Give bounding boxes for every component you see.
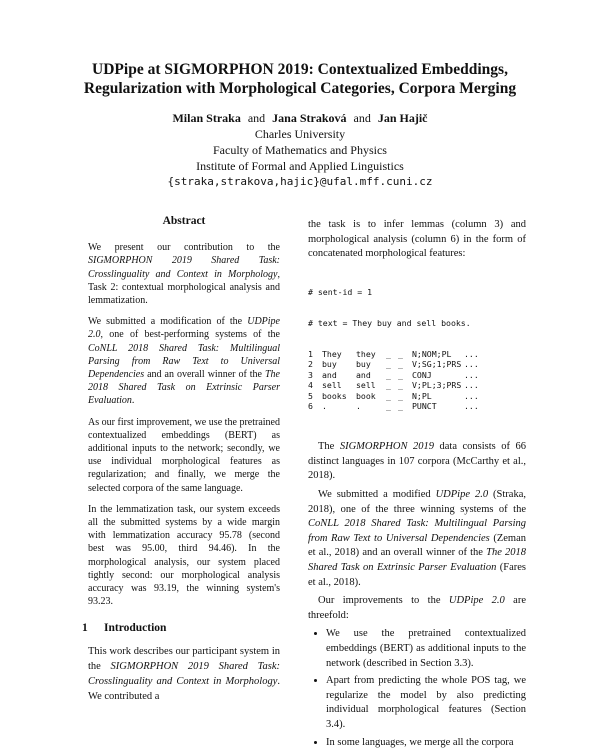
text-span: Our improvements to the [318,595,449,607]
title-line-2: Regularization with Morphological Categories, Corpora Merging [83,80,517,97]
left-column [82,215,280,704]
code-cell: ... [464,359,479,370]
italic-span: CoNLL 2018 Shared Task: Multilingual Parsing from Raw Text to Universal Dependencies [308,518,526,544]
italic-span: UDPipe 2.0 [88,316,280,341]
code-cell: buy [356,359,371,370]
code-cell: _ [398,390,403,401]
affiliation-1: Charles University [254,127,346,141]
improvements-list [308,627,526,750]
code-cell: _ [398,401,403,412]
code-cell: _ [386,401,391,412]
code-cell: ... [464,401,479,412]
italic-span: CoNLL 2018 Shared Task: Multilingual Parsing from Raw Text to Universal Dependencies [88,342,280,381]
code-cell: ... [464,349,479,360]
code-cell: _ [386,359,391,370]
code-cell: _ [386,349,391,360]
code-row [308,359,526,369]
code-row [308,349,526,359]
submission-paragraph [308,488,526,590]
abstract-paragraph-2 [88,315,280,407]
italic-span: SIGMORPHON 2019 Shared Task: Crosslinguality and Context in Morphology [88,660,280,687]
italic-span: UDPipe 2.0 [435,489,489,501]
text-span: (Zeman et al., 2018) and an overall winner of the [308,532,526,559]
list-item: • In some languages, we merge all the corpora [326,736,526,751]
list-item: • We use the pretrained contextualized embeddings (BERT) as additional inputs to the network (described in Section 3.3). [326,627,526,671]
text-span: We present our contribution to the [88,242,280,254]
affiliation-2: Faculty of Mathematics and Physics [213,143,387,157]
code-cell: _ [398,380,403,391]
code-cell: 3 [308,369,313,380]
text-span: We submitted a modified [318,489,436,501]
paper-title [60,60,540,98]
code-cell: N;NOM;PL [412,349,452,360]
task-paragraph: the task is to infer lemmas (column 3) and morphological analysis (column 6) in the form of concatenated morphological features: [308,219,526,260]
italic-span: The 2018 Shared Task on Extrinsic Parser Evaluation [88,369,280,407]
text-span: are threefold: [308,595,526,621]
code-cell: ... [464,369,479,380]
code-cell: books [322,390,347,401]
text-span: , Task 2: contextual morphological analysis and lemmatization. [88,268,280,307]
code-cell: . [322,401,327,412]
section-number: 1 [82,622,88,635]
text-span: . We contributed a [88,675,280,702]
text-span: This work describes our participant system in the [88,645,280,672]
italic-span: SIGMORPHON 2019 [339,441,434,453]
code-cell: 1 [308,349,313,360]
code-cell: _ [386,390,391,401]
list-item: • Apart from predicting the whole POS tag, we regularize the model by also predicting individual morphological features (Section 3.4). [326,674,526,732]
code-rows [308,349,526,411]
text-span: , one of best-performing systems of the [100,329,280,341]
italic-span: SIGMORPHON 2019 Shared Task: Crosslinguality and Context in Morphology [88,255,280,280]
text-span: (Fares et al., 2018). [308,562,526,588]
section-title: Introduction [104,622,167,635]
code-header-line: # text = They buy and sell books. [308,317,471,328]
text-span: . [131,395,135,407]
abstract-paragraph-1 [88,241,280,307]
abstract-paragraph-4: In the lemmatization task, our system exceeds all the submitted systems by a wide margin with lemmatization accuracy 95.78 (second best was 95.00, third 94.46). In the morphological analysis, our system placed tightly second: our morphological analysis accuracy was 93.19, the winning system's 93.23. [88,503,280,608]
author-1: Milan Straka [172,111,241,125]
code-cell: _ [398,359,403,370]
code-cell: sell [322,380,342,391]
code-cell: ... [464,390,479,401]
code-row [308,391,526,401]
text-span: data consists of 66 distinct languages in 107 corpora (McCarthy et al., 2018). [308,441,526,482]
text-span: The [318,441,340,453]
affiliation-3: Institute of Formal and Applied Linguistics [196,159,404,173]
conllu-example [308,266,526,433]
italic-span: The 2018 Shared Task on Extrinsic Parser Evaluation [308,547,526,574]
author-2: Jana Straková [272,111,347,125]
code-cell: CONJ [412,369,432,380]
code-cell: _ [398,369,403,380]
code-cell: they [356,349,376,360]
and-2: and [353,111,371,125]
code-cell: book [356,390,376,401]
code-row [308,401,526,411]
and-1: and [247,111,266,125]
code-cell: _ [386,369,391,380]
text-span: and an overall winner of the [144,369,265,381]
right-column [308,218,526,753]
improvements-paragraph [308,594,526,623]
code-cell: . [356,401,361,412]
code-cell: They [322,349,342,360]
abstract-paragraph-3: As our first improvement, we use the pretrained contextualized embeddings (BERT) as additional inputs to the network; secondly, we use individual morphological features as regularization; and finally, we merge the selected corpora of the same language. [88,416,280,494]
text-span: (Straka, 2018), one of the three winning systems of the [308,489,526,515]
author-3: Jan Hajič [377,111,428,125]
code-row [308,380,526,390]
author-emails: {straka,strakova,hajic}@ufal.mff.cuni.cz [167,175,433,188]
author-block [60,110,540,190]
text-span: We submitted a modification of the [88,316,248,328]
author-names [60,110,540,126]
code-cell: and [356,369,371,380]
code-cell: 5 [308,390,313,401]
code-cell: sell [356,380,376,391]
code-cell: _ [398,349,403,360]
intro-paragraph-1 [88,644,280,704]
section-heading-introduction [82,622,280,635]
code-cell: 2 [308,359,313,370]
data-paragraph [308,440,526,484]
code-cell: 4 [308,380,313,391]
code-cell: and [322,369,337,380]
code-cell: V;PL;3;PRS [412,380,462,391]
code-header-line: # sent-id = 1 [308,286,373,297]
italic-span: UDPipe 2.0 [448,595,505,607]
code-cell: _ [386,380,391,391]
code-cell: ... [464,380,479,391]
code-cell: 6 [308,401,313,412]
code-cell: PUNCT [412,401,437,412]
abstract-heading: Abstract [162,215,206,227]
code-cell: N;PL [412,390,432,401]
code-cell: buy [322,359,337,370]
code-row [308,370,526,380]
title-line-1: UDPipe at SIGMORPHON 2019: Contextualized Embeddings, [92,61,508,78]
code-cell: V;SG;1;PRS [412,359,462,370]
